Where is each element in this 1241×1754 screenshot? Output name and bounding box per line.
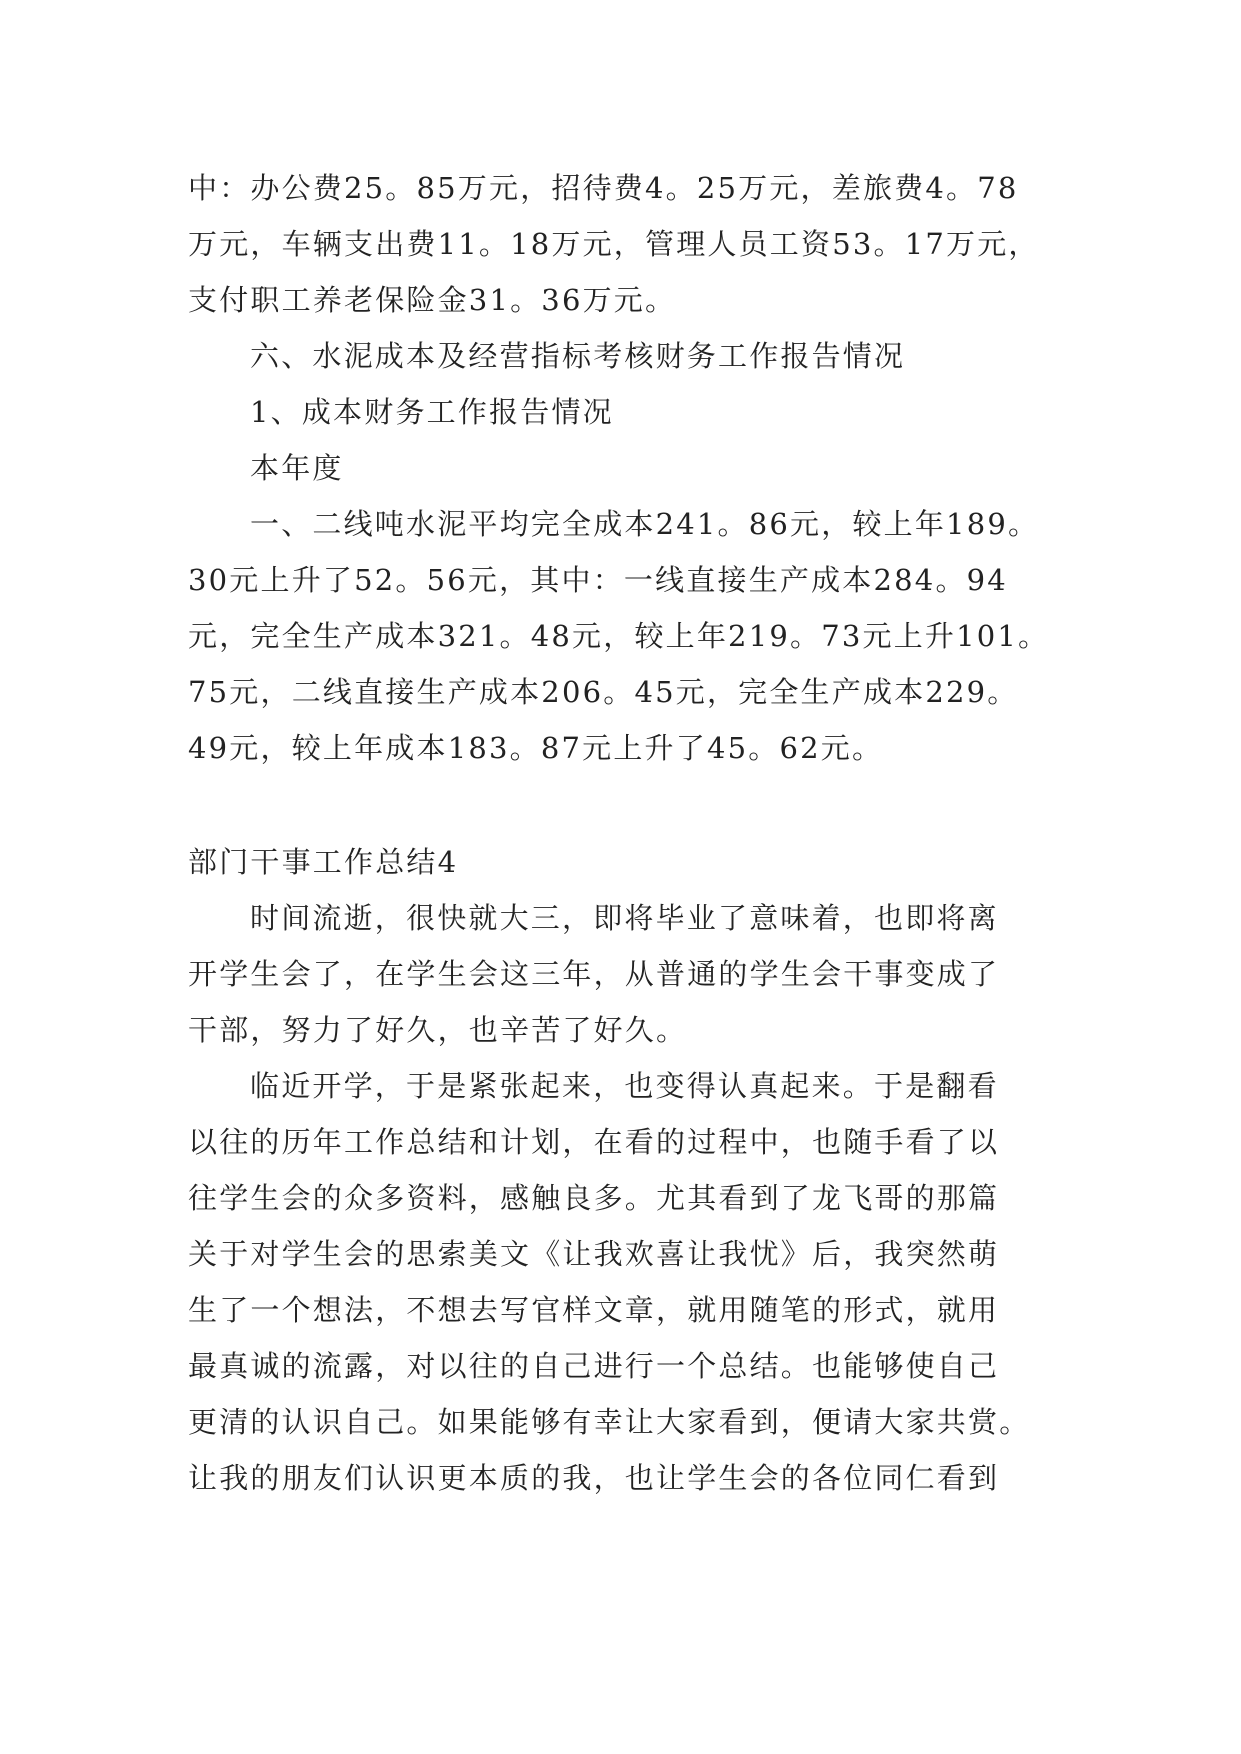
text-line: 往学生会的众多资料，感触良多。尤其看到了龙飞哥的那篇 bbox=[188, 1181, 1000, 1215]
text-line: 49元，较上年成本183。87元上升了45。62元。 bbox=[188, 731, 884, 765]
text-line: 开学生会了，在学生会这三年，从普通的学生会干事变成了 bbox=[188, 957, 1000, 991]
text-line: 时间流逝，很快就大三，即将毕业了意味着，也即将离 bbox=[250, 901, 999, 935]
text-line: 最真诚的流露，对以往的自己进行一个总结。也能够使自己 bbox=[188, 1349, 1000, 1383]
text-line: 支付职工养老保险金31。36万元。 bbox=[188, 283, 677, 317]
text-line: 75元，二线直接生产成本206。45元，完全生产成本229。 bbox=[188, 675, 1019, 709]
text-line: 临近开学，于是紧张起来，也变得认真起来。于是翻看 bbox=[250, 1069, 999, 1103]
text-line: 以往的历年工作总结和计划，在看的过程中，也随手看了以 bbox=[188, 1125, 1000, 1159]
section-heading: 六、水泥成本及经营指标考核财务工作报告情况 bbox=[250, 339, 906, 373]
text-line: 干部，努力了好久，也辛苦了好久。 bbox=[188, 1013, 688, 1047]
year-label: 本年度 bbox=[250, 451, 344, 485]
text-line: 元，完全生产成本321。48元，较上年219。73元上升101。 bbox=[188, 619, 1050, 653]
text-line: 关于对学生会的思索美文《让我欢喜让我忧》后，我突然萌 bbox=[188, 1237, 1000, 1271]
document-body bbox=[188, 160, 1063, 1506]
section-spacer bbox=[188, 776, 1063, 834]
text-line: 一、二线吨水泥平均完全成本241。86元，较上年189。 bbox=[250, 507, 1040, 541]
text-line: 让我的朋友们认识更本质的我，也让学生会的各位同仁看到 bbox=[188, 1461, 1000, 1495]
text-line: 更清的认识自己。如果能够有幸让大家看到，便请大家共赏。 bbox=[188, 1405, 1031, 1439]
text-line: 中：办公费25。85万元，招待费4。25万元，差旅费4。78 bbox=[188, 171, 1019, 205]
text-line: 生了一个想法，不想去写官样文章，就用随笔的形式，就用 bbox=[188, 1293, 1000, 1327]
sub-heading: 1、成本财务工作报告情况 bbox=[250, 395, 614, 429]
text-line: 30元上升了52。56元，其中：一线直接生产成本284。94 bbox=[188, 563, 1008, 597]
text-line: 万元，车辆支出费11。18万元，管理人员工资53。17万元， bbox=[188, 227, 1040, 261]
article-title: 部门干事工作总结4 bbox=[188, 845, 459, 879]
